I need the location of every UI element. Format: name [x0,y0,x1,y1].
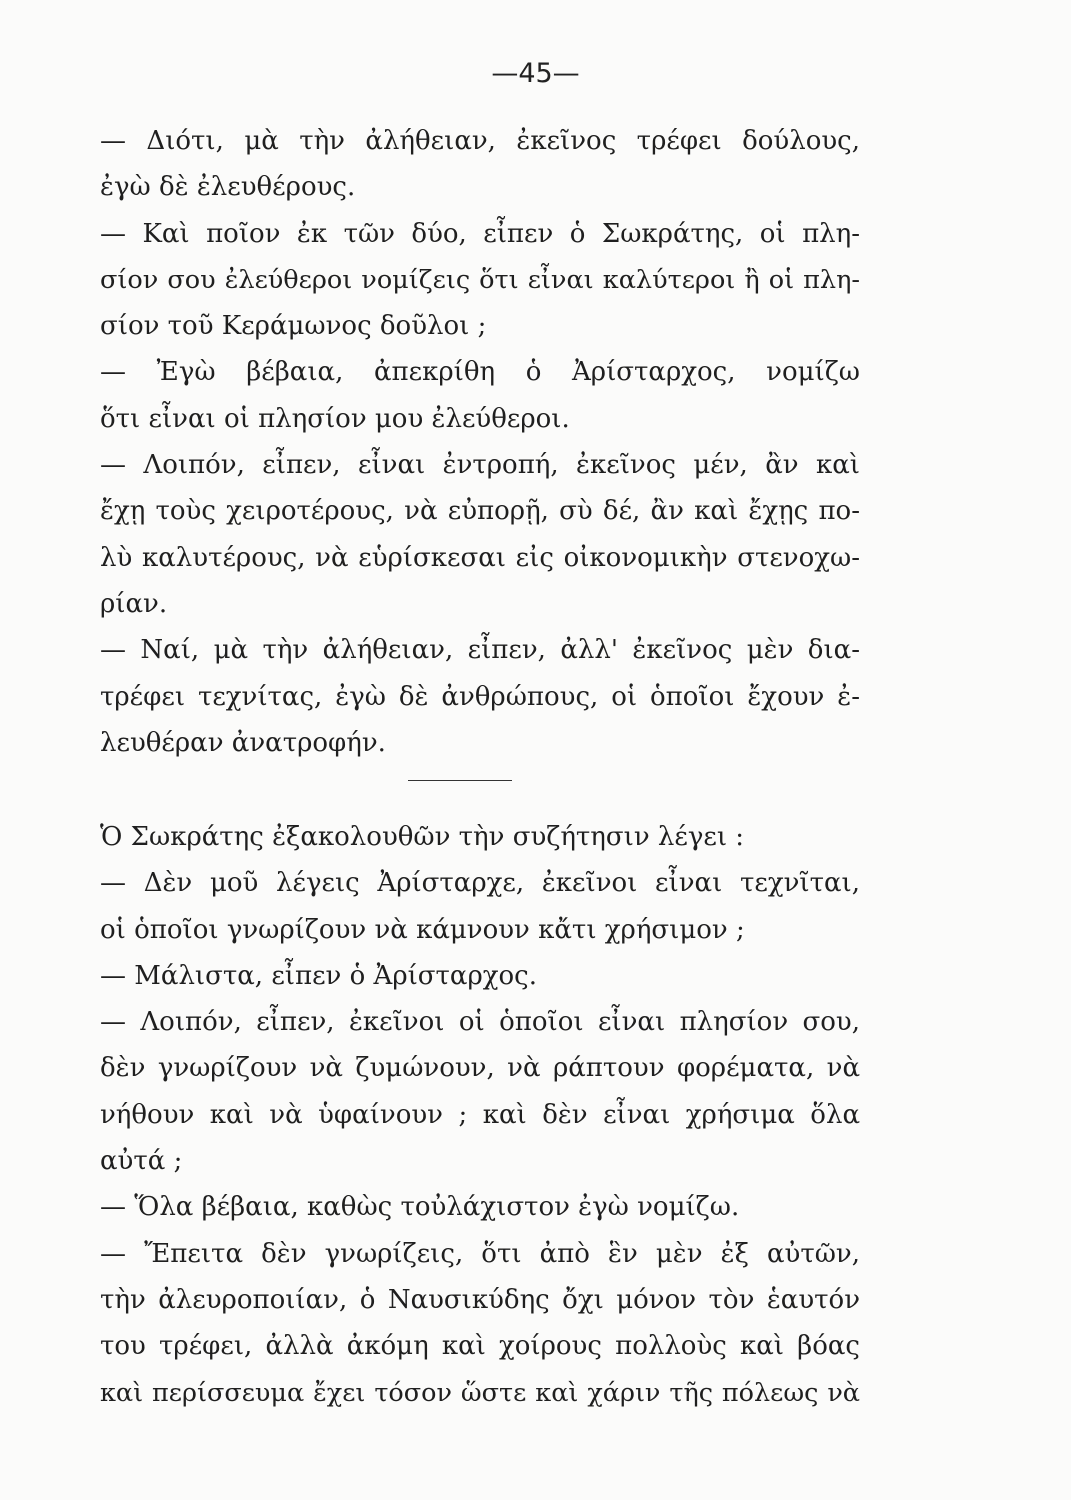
text-line: — Διότι, μὰ τὴν ἀλήθειαν, ἐκεῖνος τρέφει δούλους, [100,126,860,156]
text-line: Ὁ Σωκράτης ἐξακολουθῶν τὴν συζήτησιν λέγει : [100,822,745,852]
text-line: ὅτι εἶναι οἱ πλησίον μου ἐλεύθεροι. [100,403,570,434]
text-line: — Ὅλα βέβαια, καθὼς τοὐλάχιστον ἐγὼ νομίζω. [100,1192,740,1223]
text-line: ἐγὼ δὲ ἐλευθέρους. [100,172,356,203]
text-line: νήθουν καὶ νὰ ὑφαίνουν ; καὶ δὲν εἶναι χρήσιμα ὅλα [100,1099,860,1130]
text-line: δὲν γνωρίζουν νὰ ζυμώνουν, νὰ ράπτουν φορέματα, νὰ [100,1053,860,1084]
text-line: λὺ καλυτέρους, νὰ εὑρίσκεσαι εἰς οἰκονομικὴν στενοχω- [100,542,860,573]
text-line: σίον τοῦ Κεράμωνος δοῦλοι ; [100,311,487,342]
text-line: του τρέφει, ἀλλὰ ἀκόμη καὶ χοίρους πολλοὺς καὶ βόας [100,1331,860,1362]
text-line: ἔχῃ τοὺς χειροτέρους, νὰ εὐπορῇ, σὺ δέ, ἂν καὶ ἔχῃς πο- [100,496,860,527]
text-line: — Μάλιστα, εἶπεν ὁ Ἀρίσταρχος. [100,960,538,991]
text-line: — Καὶ ποῖον ἐκ τῶν δύο, εἶπεν ὁ Σωκράτης, οἱ πλη- [100,218,860,249]
text-block-after-separator [100,814,860,1416]
text-line: — Λοιπόν, εἶπεν, εἶναι ἐντροπή, ἐκεῖνος μέν, ἂν καὶ [100,450,860,481]
text-line: — Ἔπειτα δὲν γνωρίζεις, ὅτι ἀπὸ ἓν μὲν ἐξ αὐτῶν, [100,1238,860,1269]
text-line: τρέφει τεχνίτας, ἐγὼ δὲ ἀνθρώπους, οἱ ὁποῖοι ἔχουν ἐ- [100,681,860,712]
text-line: — Ναί, μὰ τὴν ἀλήθειαν, εἶπεν, ἀλλ' ἐκεῖνος μὲν δια- [100,635,860,666]
text-line: — Ἐγὼ βέβαια, ἀπεκρίθη ὁ Ἀρίσταρχος, νομίζω [100,357,860,388]
text-block-before-separator [100,118,860,766]
text-line: — Δὲν μοῦ λέγεις Ἀρίσταρχε, ἐκεῖνοι εἶναι τεχνῖται, [100,868,860,899]
text-line: οἱ ὁποῖοι γνωρίζουν νὰ κάμνουν κἄτι χρήσιμον ; [100,914,745,945]
text-line: καὶ περίσσευμα ἔχει τόσον ὥστε καὶ χάριν τῆς πόλεως νὰ [100,1377,860,1408]
text-line: τὴν ἀλευροποιίαν, ὁ Ναυσικύδης ὄχι μόνον τὸν ἑαυτόν [100,1284,860,1315]
text-line: αὐτά ; [100,1146,183,1177]
text-line: λευθέραν ἀνατροφήν. [100,727,386,758]
page-number: —45— [491,58,580,89]
text-line: ρίαν. [100,588,168,619]
section-separator [408,780,512,781]
text-line: σίον σου ἐλεύθεροι νομίζεις ὅτι εἶναι καλύτεροι ἢ οἱ πλη- [100,264,860,295]
text-line: — Λοιπόν, εἶπεν, ἐκεῖνοι οἱ ὁποῖοι εἶναι πλησίον σου, [100,1007,860,1038]
